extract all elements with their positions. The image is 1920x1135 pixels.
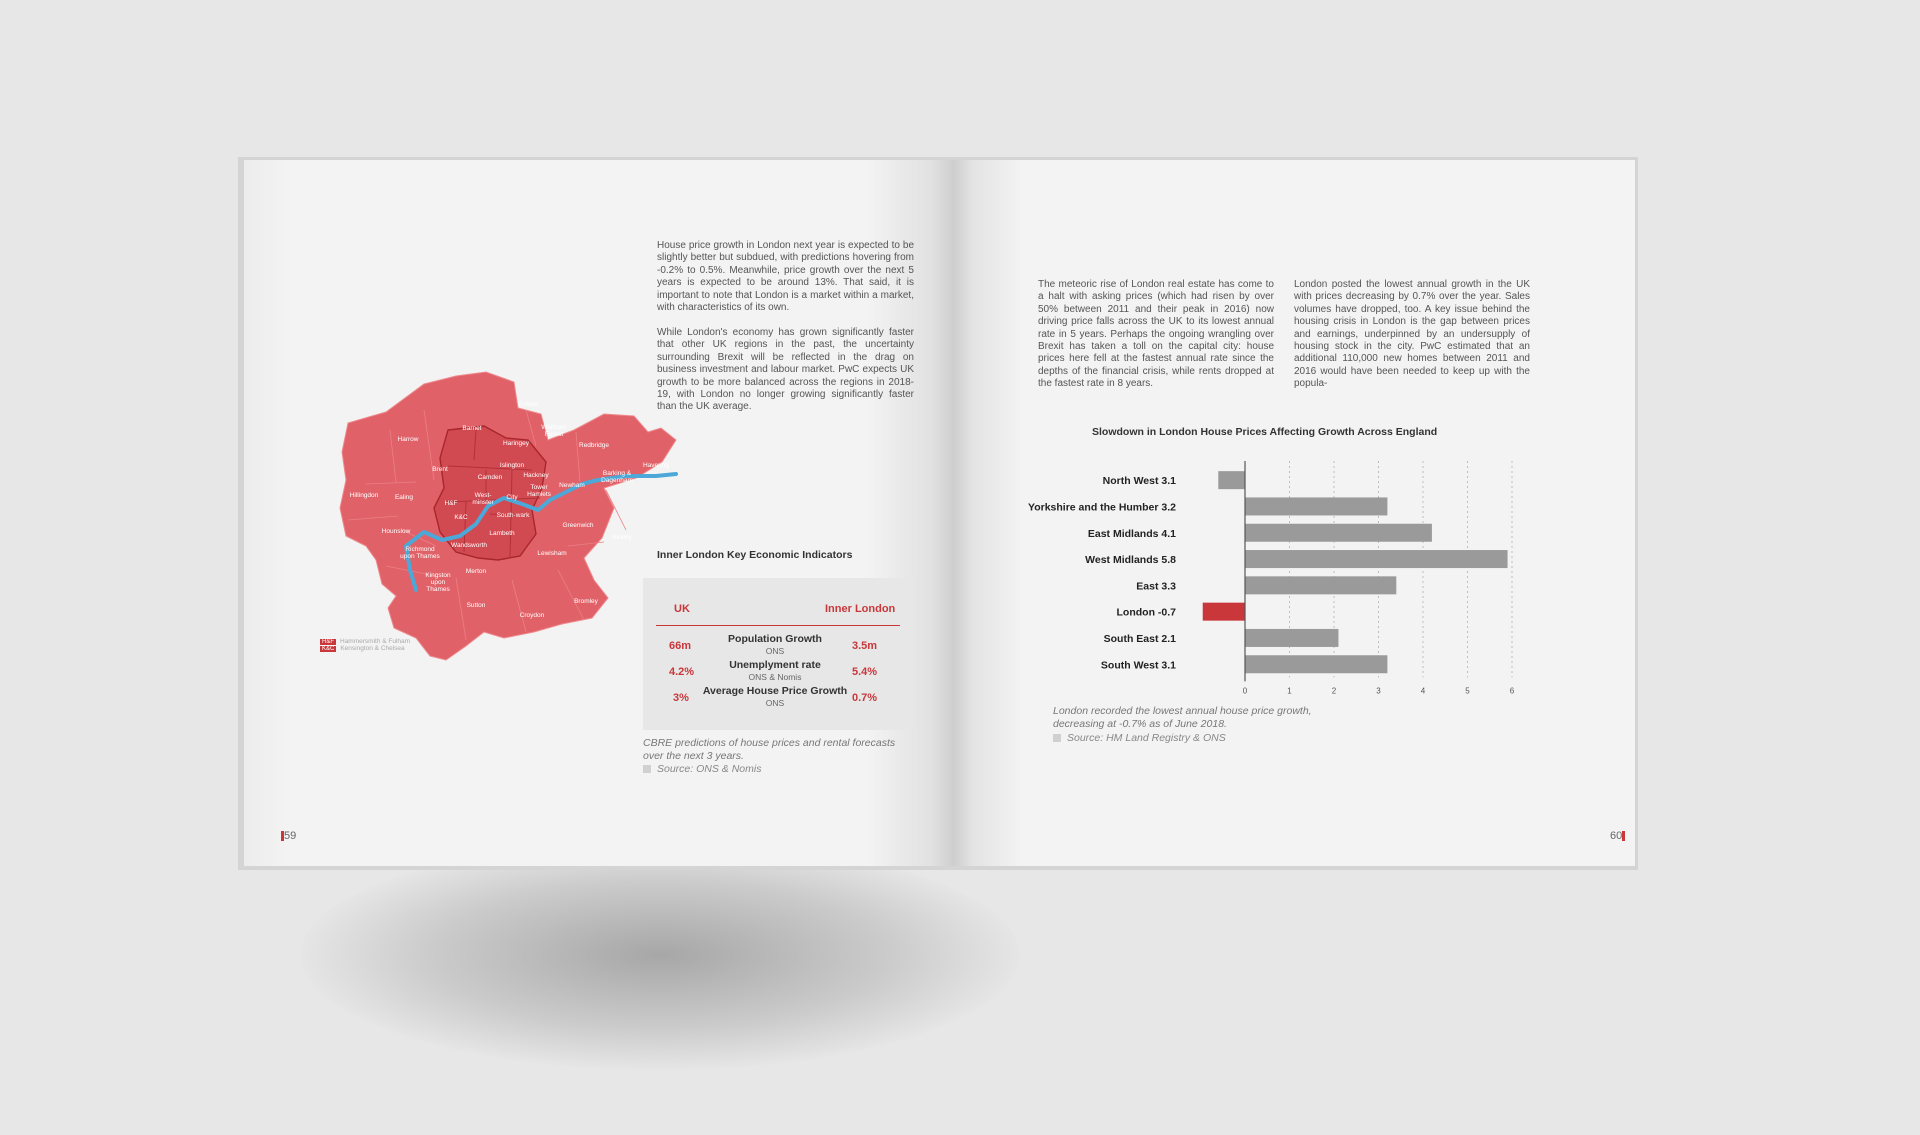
legend-abbr: K&C <box>322 646 335 652</box>
x-tick-label: 6 <box>1509 686 1515 696</box>
indicator-name: Unemplyment rate <box>729 659 821 671</box>
borough-label: City <box>506 494 518 501</box>
borough-label: Hillingdon <box>349 492 379 499</box>
borough-label: Lewisham <box>537 550 567 557</box>
chart-source-text: Source: HM Land Registry & ONS <box>1067 732 1226 744</box>
x-tick-label: 3 <box>1376 686 1381 696</box>
borough-label: Barking & Dagenham <box>601 470 633 484</box>
bar <box>1203 603 1245 621</box>
borough-label: K&C <box>454 514 468 521</box>
col-header-uk: UK <box>674 603 690 615</box>
borough-label: Lambeth <box>489 530 515 537</box>
borough-label: Ealing <box>394 494 414 501</box>
inner-london-value: 5.4% <box>852 666 878 678</box>
bar-chart <box>1000 455 1540 700</box>
indicator-source: ONS <box>765 646 785 656</box>
borough-label: Hackney <box>523 472 549 479</box>
book-shadow <box>300 840 1020 1070</box>
bar <box>1245 524 1432 542</box>
indicator-source: ONS & Nomis <box>748 672 802 682</box>
borough-label: Merton <box>465 568 487 575</box>
borough-label: Enfield <box>518 401 538 408</box>
borough-label: Hounslow <box>381 528 411 535</box>
chart-caption: London recorded the lowest annual house price growth, decreasing at -0.7% as of June 2018. <box>1053 705 1312 730</box>
borough-label: Islington <box>499 462 525 469</box>
borough-label: Sutton <box>466 602 486 609</box>
right-paragraph-col2: London posted the lowest annual growth in the UK with prices decreasing by 0.7% over the year. Sales volumes have dropped, too. A key issue behind the housing crisis in London is the gap between prices and earnings, underpinned by an undersupply of housing stock in the city. PwC estimated that an additional 110,000 new homes between 2011 and 2016 would have been needed to keep up with the popula- <box>1294 279 1530 390</box>
uk-value: 4.2% <box>669 666 695 678</box>
borough-label: Croydon <box>519 612 545 619</box>
page-number-text: 59 <box>284 830 297 842</box>
borough-label: Harrow <box>397 436 419 443</box>
source-marker <box>643 765 651 773</box>
indicators-title: Inner London Key Economic Indicators <box>657 549 853 561</box>
borough-label: Barnet <box>462 425 482 432</box>
page-number-left <box>281 830 296 842</box>
borough-label: Richmond upon Thames <box>400 546 440 560</box>
borough-label: Bexley <box>612 534 632 541</box>
uk-value: 66m <box>669 640 692 652</box>
category-label: South West 3.1 <box>1100 659 1176 672</box>
chart-title: Slowdown in London House Prices Affecting Growth Across England <box>1092 426 1438 438</box>
uk-value: 3% <box>673 692 689 704</box>
borough-label: Greenwich <box>562 522 594 529</box>
x-tick-label: 2 <box>1331 686 1337 696</box>
chart-source <box>1053 732 1226 744</box>
legend-name: Hammersmith & Fulham <box>340 638 411 645</box>
category-label: Yorkshire and the Humber 3.2 <box>1027 501 1176 514</box>
category-label: London -0.7 <box>1116 606 1176 619</box>
borough-label: Redbridge <box>579 442 609 449</box>
legend-item <box>320 645 410 652</box>
indicator-name: Population Growth <box>728 633 822 645</box>
indicators-source-text: Source: ONS & Nomis <box>657 763 762 775</box>
x-tick-label: 1 <box>1287 686 1292 696</box>
bar <box>1245 576 1396 594</box>
borough-label: West-minster <box>472 492 494 506</box>
borough-label: South-wark <box>496 512 530 519</box>
page-number-text: 60 <box>1610 830 1623 842</box>
indicator-source: ONS <box>765 698 785 708</box>
map-legend <box>320 638 410 652</box>
bar <box>1245 550 1508 568</box>
intro-paragraph-2: While London's economy has grown significantly faster that other UK regions in the past, the uncertainty surrounding Brexit will be reflected in the drag on business investment and labour market. PwC expects UK growth to be more balanced across the regions in 2018-19, with London no longer growing significantly faster than the UK average. <box>657 327 914 413</box>
legend-item <box>320 638 410 645</box>
borough-label: Haringey <box>502 440 529 447</box>
bar <box>1218 471 1245 489</box>
borough-label: Newham <box>559 482 585 489</box>
x-tick-label: 5 <box>1465 686 1470 696</box>
header-divider <box>656 625 900 626</box>
page-mark <box>1622 831 1625 841</box>
x-tick-label: 4 <box>1420 686 1426 696</box>
borough-label: Brent <box>432 466 448 473</box>
category-label: South East 2.1 <box>1103 632 1176 645</box>
borough-label: Waltham Forest <box>541 424 567 438</box>
borough-label: Camden <box>477 474 503 481</box>
borough-label: Tower Hamlets <box>527 484 551 498</box>
source-marker <box>1053 734 1061 742</box>
indicators-source <box>643 763 761 775</box>
indicators-caption: CBRE predictions of house prices and rental forecasts over the next 3 years. <box>643 737 896 762</box>
category-label: West Midlands 5.8 <box>1085 554 1176 567</box>
category-label: East Midlands 4.1 <box>1087 527 1176 540</box>
right-paragraph-col1: The meteoric rise of London real estate has come to a halt with asking prices (which had risen by over 50% between 2011 and their peak in 2016) now driving price falls across the UK to its lowest annual rate in 5 years. Perhaps the ongoing wrangling over Brexit has taken a toll on the capital city: house prices here fell at the fastest annual rate since the depths of the financial crisis, while rents dropped at the fastest rate in 8 years. <box>1038 279 1274 390</box>
inner-london-value: 3.5m <box>852 640 878 652</box>
bar <box>1245 629 1338 647</box>
borough-label: Bromley <box>574 598 598 605</box>
legend-abbr: H&F <box>322 639 334 645</box>
borough-label: Wandsworth <box>451 542 487 549</box>
x-tick-label: 0 <box>1242 686 1248 696</box>
borough-label: Kingston upon Thames <box>425 572 451 593</box>
col-header-inner-london: Inner London <box>825 603 896 615</box>
bar <box>1245 655 1387 673</box>
intro-paragraph-1: House price growth in London next year is expected to be slightly better but subdued, with predictions hovering from -0.2% to 0.5%. Meanwhile, price growth over the next 5 years is expected to be around 13%. That said, it is important to note that London is a market within a market, with characteristics of its own. <box>657 240 914 314</box>
category-label: East 3.3 <box>1136 580 1176 593</box>
indicator-name: Average House Price Growth <box>702 685 848 697</box>
borough-label: H&F <box>444 500 458 507</box>
legend-name: Kensington & Chelsea <box>340 645 405 652</box>
page-number-right <box>1610 830 1625 842</box>
borough-label: Havering <box>642 462 669 469</box>
indicators-table <box>643 578 913 730</box>
bar <box>1245 497 1387 515</box>
category-label: North West 3.1 <box>1102 475 1176 488</box>
inner-london-value: 0.7% <box>852 692 878 704</box>
